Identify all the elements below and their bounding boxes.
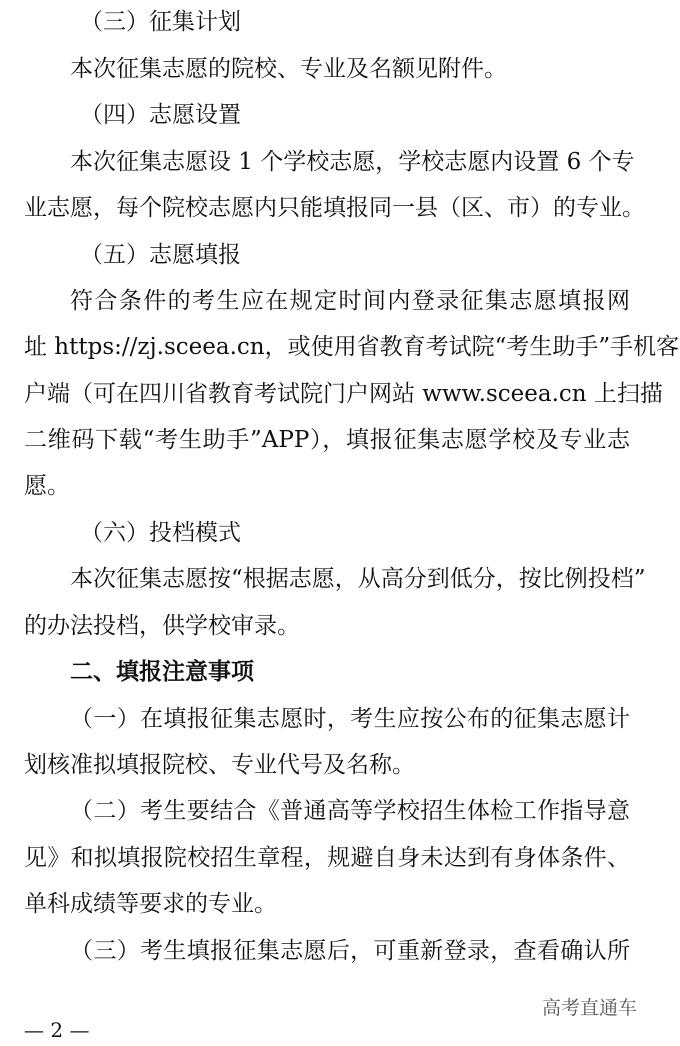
subheading-choice-filling: （五）志愿填报 xyxy=(80,242,241,268)
subheading-collection-plan: （三）征集计划 xyxy=(80,9,241,35)
paragraph-line: （二）考生要结合《普通高等学校招生体检工作指导意 xyxy=(70,798,630,824)
paragraph-line: 单科成绩等要求的专业。 xyxy=(24,891,277,917)
paragraph-line: 愿。 xyxy=(24,473,70,499)
paragraph-line: 本次征集志愿的院校、专业及名额见附件。 xyxy=(70,56,507,82)
subheading-submission-mode: （六）投档模式 xyxy=(80,520,241,546)
paragraph-line: 本次征集志愿按“根据志愿，从高分到低分，按比例投档” xyxy=(70,566,646,592)
paragraph-line: 二维码下载“考生助手”APP），填报征集志愿学校及专业志 xyxy=(24,427,630,453)
paragraph-line: 见》和拟填报院校招生章程，规避自身未达到有身体条件、 xyxy=(24,845,630,871)
paragraph-line: 业志愿，每个院校志愿内只能填报同一县（区、市）的专业。 xyxy=(24,195,645,221)
page-number: — 2 — xyxy=(24,1018,90,1042)
subheading-choice-settings: （四）志愿设置 xyxy=(80,102,241,128)
paragraph-line: 的办法投档，供学校审录。 xyxy=(24,613,300,639)
paragraph-line: 符合条件的考生应在规定时间内登录征集志愿填报网 xyxy=(70,288,630,314)
paragraph-line: 户端（可在四川省教育考试院门户网站 www.sceea.cn 上扫描 xyxy=(24,381,663,407)
paragraph-line: 划核准拟填报院校、专业代号及名称。 xyxy=(24,752,415,778)
watermark-text: 高考直通车 xyxy=(542,997,638,1019)
paragraph-line: （一）在填报征集志愿时，考生应按公布的征集志愿计 xyxy=(70,706,630,732)
section-heading-filling-notes: 二、填报注意事项 xyxy=(70,659,254,685)
paragraph-line: （三）考生填报征集志愿后，可重新登录，查看确认所 xyxy=(70,938,630,964)
paragraph-line: 本次征集志愿设 1 个学校志愿，学校志愿内设置 6 个专 xyxy=(70,149,635,175)
paragraph-line: 址 https://zj.sceea.cn，或使用省教育考试院“考生助手”手机客 xyxy=(24,334,680,360)
